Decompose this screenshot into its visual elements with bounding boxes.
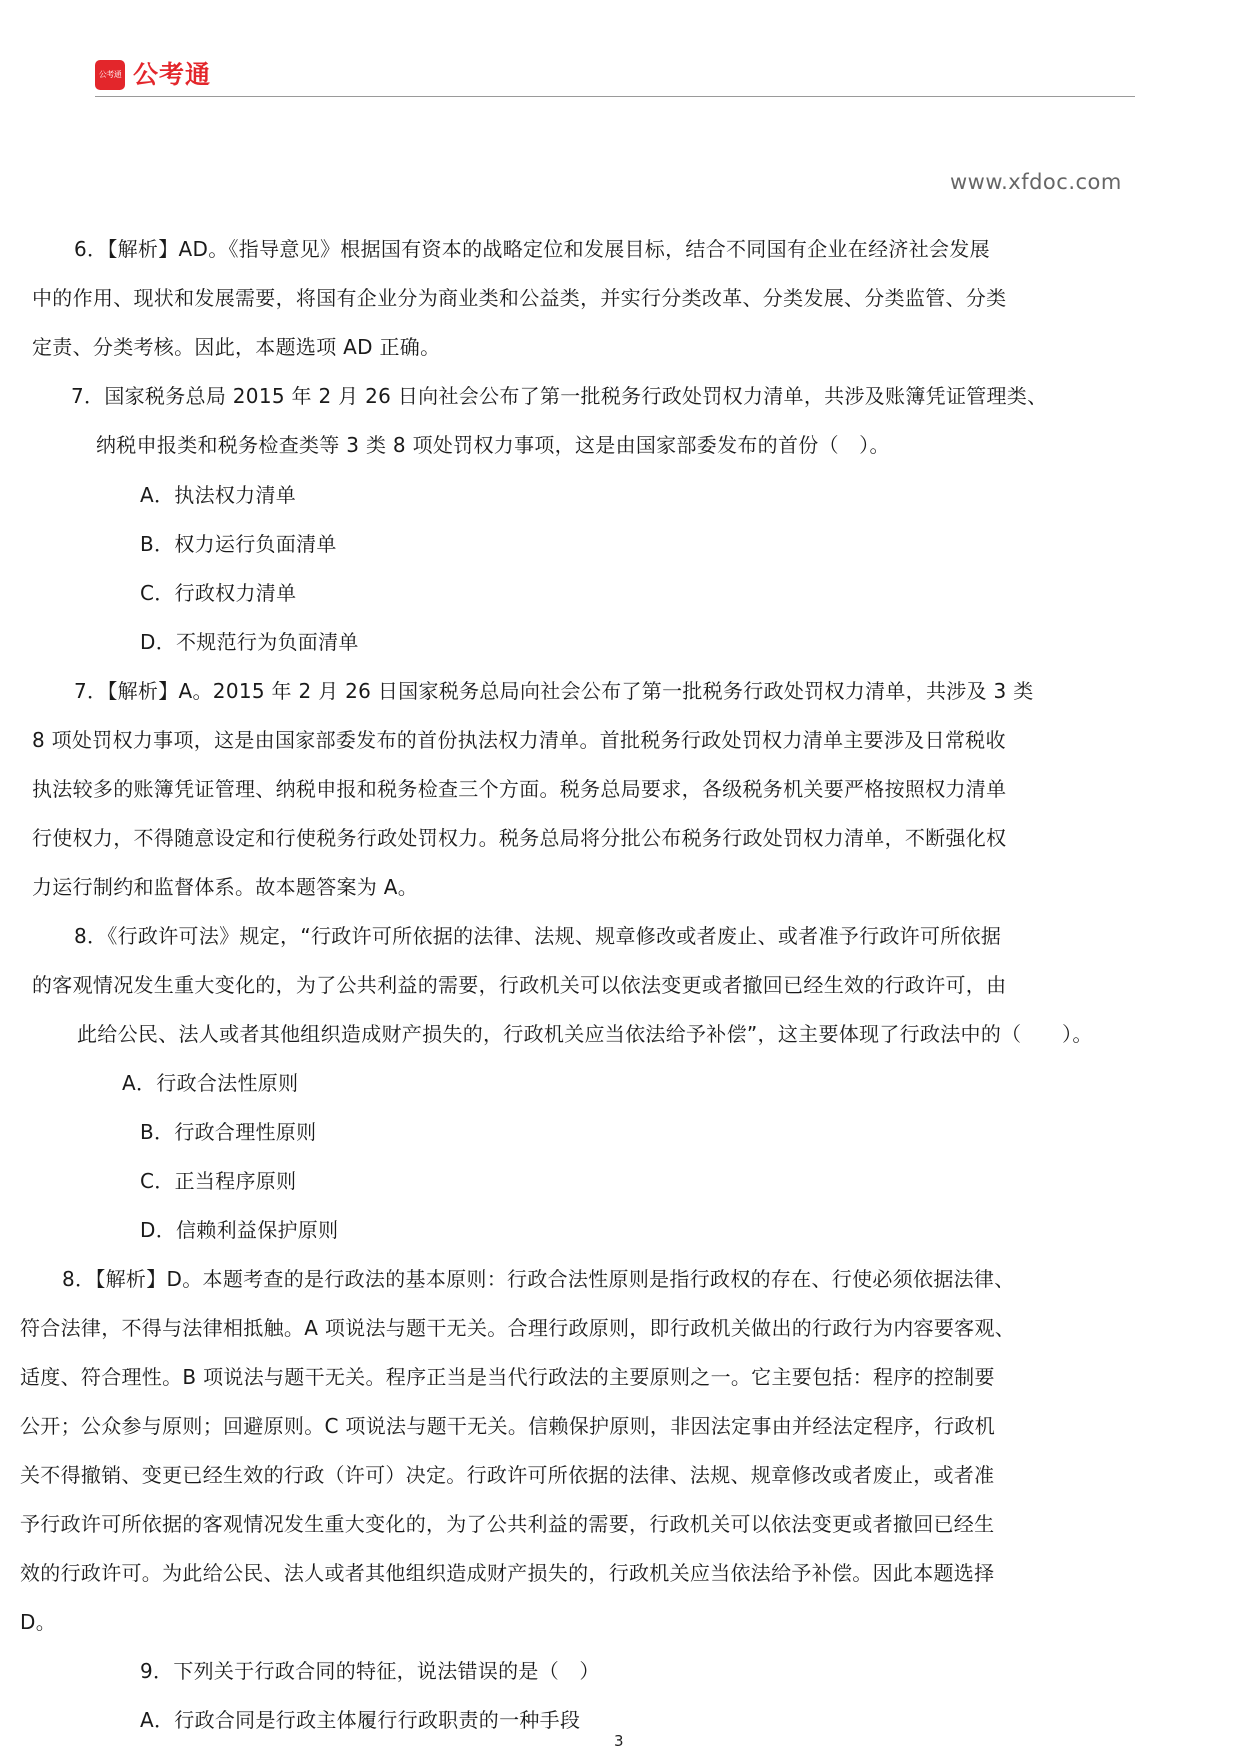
text-line: 效的行政许可。为此给公民、法人或者其他组织造成财产损失的，行政机关应当依法给予补偿。因此本题选择 xyxy=(20,1561,995,1585)
question-line: 纳税申报类和税务检查类等 3 类 8 项处罚权力事项，这是由国家部委发布的首份（ ）。 xyxy=(96,433,890,457)
option-line: C．正当程序原则 xyxy=(140,1169,297,1193)
header-divider xyxy=(95,96,1135,97)
option-line: B．行政合理性原则 xyxy=(140,1120,317,1144)
page-number: 3 xyxy=(614,1732,624,1750)
text-line: D。 xyxy=(20,1610,57,1634)
text-line: 关不得撤销、变更已经生效的行政（许可）决定。行政许可所依据的法律、法规、规章修改或者废止，或者准 xyxy=(20,1463,995,1487)
text-line: 公开；公众参与原则；回避原则。C 项说法与题干无关。信赖保护原则，非因法定事由并经法定程序，行政机 xyxy=(20,1414,996,1438)
option-line: A．行政合同是行政主体履行行政职责的一种手段 xyxy=(140,1708,581,1732)
text-line: 定责、分类考核。因此，本题选项 AD 正确。 xyxy=(32,335,441,359)
header xyxy=(95,58,1135,98)
question-line: 的客观情况发生重大变化的，为了公共利益的需要，行政机关可以依法变更或者撤回已经生效的行政许可，由 xyxy=(32,973,1007,997)
logo-icon: 公考通 xyxy=(95,60,125,90)
text-line: 8 项处罚权力事项，这是由国家部委发布的首份执法权力清单。首批税务行政处罚权力清单主要涉及日常税收 xyxy=(32,728,1006,752)
watermark-url: www.xfdoc.com xyxy=(950,170,1122,194)
text-line: 执法较多的账簿凭证管理、纳税申报和税务检查三个方面。税务总局要求，各级税务机关要严格按照权力清单 xyxy=(32,777,1007,801)
text-line: 符合法律，不得与法律相抵触。A 项说法与题干无关。合理行政原则，即行政机关做出的行政行为内容要客观、 xyxy=(20,1316,1016,1340)
option-line: A．行政合法性原则 xyxy=(122,1071,299,1095)
question-line: 此给公民、法人或者其他组织造成财产损失的，行政机关应当依法给予补偿”，这主要体现了行政法中的（ ）。 xyxy=(77,1022,1093,1046)
question-line: 8．《行政许可法》规定，“行政许可所依据的法律、法规、规章修改或者废止、或者准予行政许可所依据 xyxy=(74,924,1002,948)
text-line: 7．【解析】A。2015 年 2 月 26 日国家税务总局向社会公布了第一批税务行政处罚权力清单，共涉及 3 类 xyxy=(74,679,1034,703)
text-line: 8．【解析】D。本题考查的是行政法的基本原则：行政合法性原则是指行政权的存在、行使必须依据法律、 xyxy=(62,1267,1015,1291)
text-line: 予行政许可所依据的客观情况发生重大变化的，为了公共利益的需要，行政机关可以依法变更或者撤回已经生 xyxy=(20,1512,995,1536)
text-line: 力运行制约和监督体系。故本题答案为 A。 xyxy=(32,875,419,899)
option-line: D．不规范行为负面清单 xyxy=(140,630,359,654)
option-line: B．权力运行负面清单 xyxy=(140,532,337,556)
option-line: C．行政权力清单 xyxy=(140,581,297,605)
logo-text: 公考通 xyxy=(133,60,212,89)
option-line: D．信赖利益保护原则 xyxy=(140,1218,339,1242)
text-line: 6．【解析】AD。《指导意见》根据国有资本的战略定位和发展目标，结合不同国有企业在经济社会发展 xyxy=(74,237,990,261)
text-line: 中的作用、现状和发展需要，将国有企业分为商业类和公益类，并实行分类改革、分类发展、分类监管、分类 xyxy=(32,286,1007,310)
question-line: 9．下列关于行政合同的特征，说法错误的是（ ） xyxy=(140,1659,600,1683)
text-line: 适度、符合理性。B 项说法与题干无关。程序正当是当代行政法的主要原则之一。它主要包括：程序的控制要 xyxy=(20,1365,995,1389)
text-line: 行使权力，不得随意设定和行使税务行政处罚权力。税务总局将分批公布税务行政处罚权力清单，不断强化权 xyxy=(32,826,1007,850)
option-line: A．执法权力清单 xyxy=(140,483,297,507)
question-line: 7．国家税务总局 2015 年 2 月 26 日向社会公布了第一批税务行政处罚权力清单，共涉及账簿凭证管理类、 xyxy=(71,384,1048,408)
